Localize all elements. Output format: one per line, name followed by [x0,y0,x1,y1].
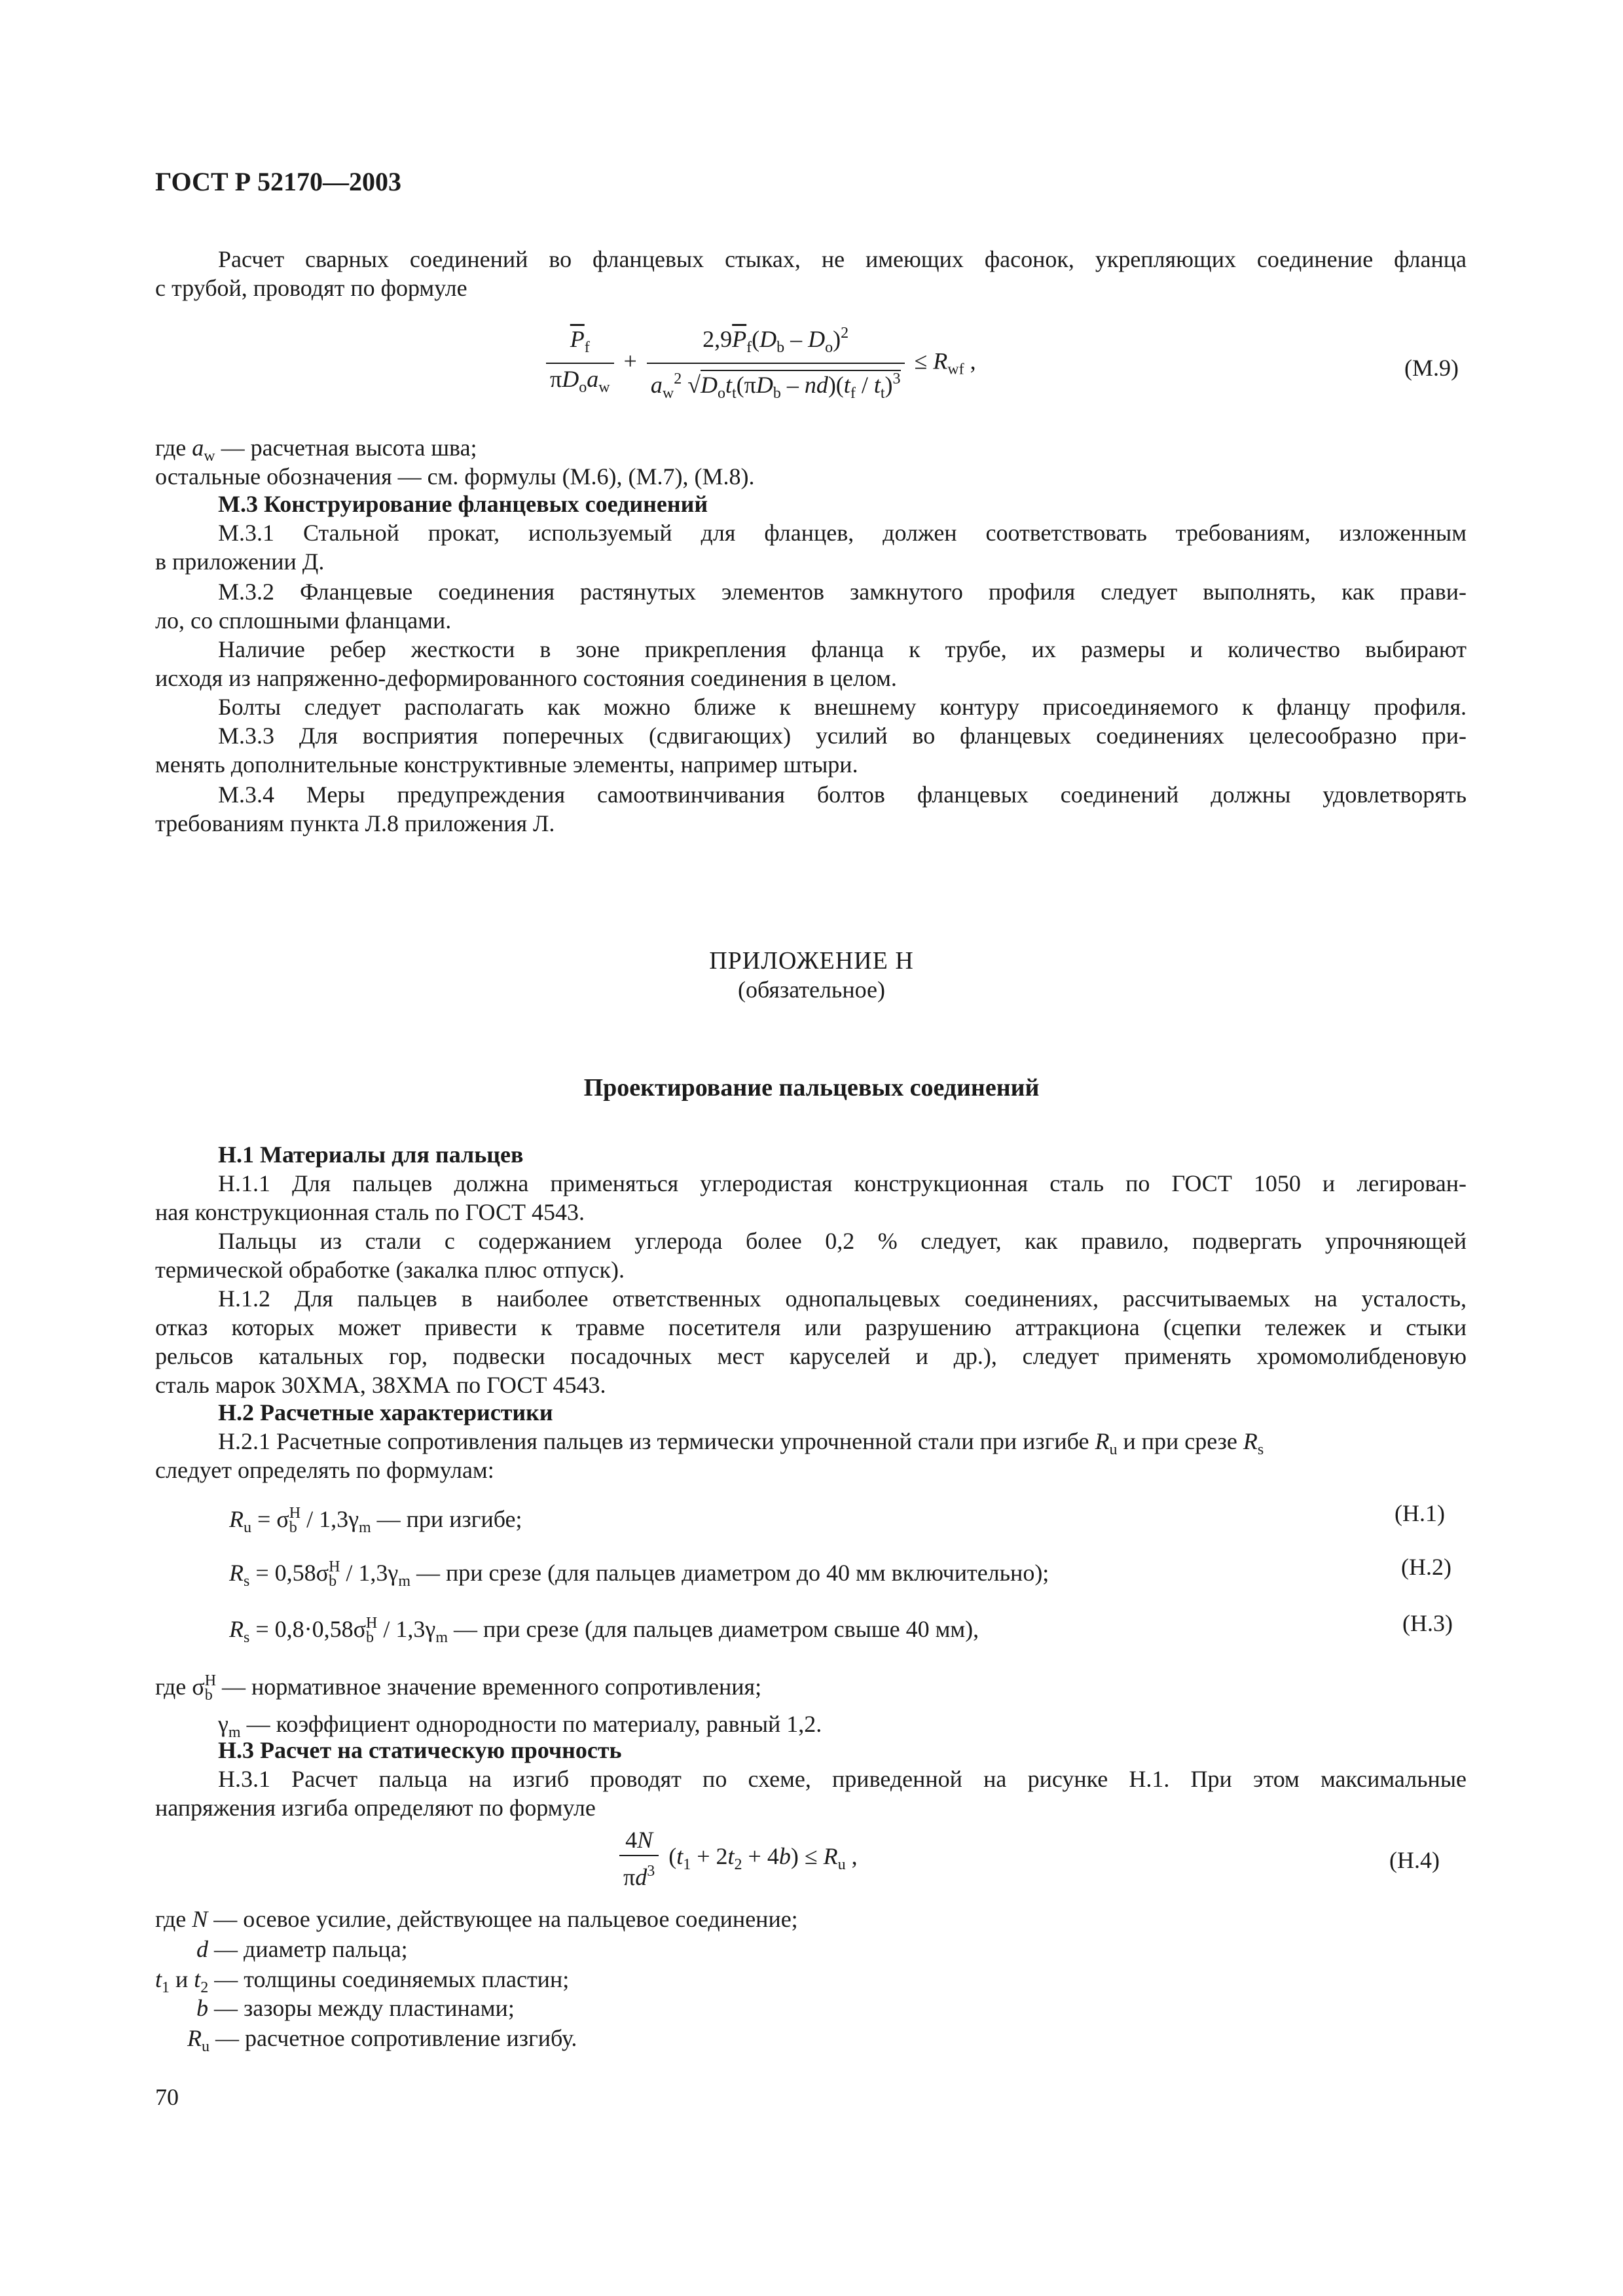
formula-h2: $R_s = 0,58\sigma_b^H / 1,3\gamma_m$ — при срезе (для пальцев диаметром до 40 мм включительно); [229,1558,1049,1590]
paragraph-line: напряжения изгиба определяют по формуле [155,1795,596,1821]
definition-t: $t_1$ и $t_2$ — толщины соединяемых пластин; [155,1966,570,1996]
paragraph-line: сталь марок 30ХМА, 38ХМА по ГОСТ 4543. [155,1372,606,1398]
intro-line-1: Расчет сварных соединений во фланцевых стыках, не имеющих фасонок, укрепляющих соединение фланца [218,246,1467,272]
formula-h3-label: (Н.3) [1402,1610,1453,1636]
definition-d: d — диаметр пальца; [196,1936,408,1962]
paragraph-line: М.3.4 Меры предупреждения самоотвинчивания болтов фланцевых соединений должны удовлетворять [218,781,1467,808]
appendix-status: (обязательное) [738,977,885,1003]
section-heading-m3: М.3 Конструирование фланцевых соединений [218,491,708,517]
formula-m9: $\frac{\overline{P}_f}{\pi D_oa_w}$ + $\frac{2,9\overline{P}_f(D_b - D_o)^2}{a_w^2 √D_ot_t(\pi D_b - nd)(t_f / t_t)^3}$ ≤ $R_{wf}$ , [542,319,976,407]
section-heading-h3: Н.3 Расчет на статическую прочность [218,1737,622,1763]
paragraph-line: Наличие ребер жесткости в зоне прикрепления фланца к трубе, их размеры и количество выбирают [218,636,1467,662]
intro-line-2: с трубой, проводят по формуле [155,275,467,301]
section-heading-h2: Н.2 Расчетные характеристики [218,1399,553,1426]
paragraph-line: отказ которых может привести к травме посетителя или разрушению аттракциона (сцепки тележек и стыки [155,1314,1467,1340]
paragraph-line: Н.1.1 Для пальцев должна применяться углеродистая конструкционная сталь по ГОСТ 1050 и легирован- [218,1170,1467,1196]
formula-m9-label: (М.9) [1404,355,1459,381]
definition-rest: остальные обозначения — см. формулы (М.6), (М.7), (М.8). [155,463,755,490]
paragraph-line: менять дополнительные конструктивные элементы, например штыри. [155,751,858,778]
paragraph-line: следует определять по формулам: [155,1457,494,1483]
paragraph-line: рельсов катальных гор, подвески посадочных мест каруселей и др.), следует применять хромомолибденовую [155,1343,1467,1369]
paragraph-line: М.3.2 Фланцевые соединения растянутых элементов замкнутого профиля следует выполнять, как прави- [218,579,1467,605]
paragraph-line: Пальцы из стали с содержанием углерода более 0,2 % следует, как правило, подвергать упрочняющей [218,1228,1467,1254]
paragraph-line: исходя из напряженно-деформированного состояния соединения в целом. [155,665,897,691]
paragraph-line: М.3.3 Для восприятия поперечных (сдвигающих) усилий во фланцевых соединениях целесообразно при- [218,723,1467,749]
paragraph-line: Н.2.1 Расчетные сопротивления пальцев из термически упрочненной стали при изгибе $R_u$ и при срезе $R_s$ [218,1428,1264,1458]
formula-h4-label: (Н.4) [1389,1847,1440,1873]
definition-Ru: $R_u$ — расчетное сопротивление изгибу. [187,2025,577,2055]
paragraph-line: ло, со сплошными фланцами. [155,607,452,634]
definition-gamma: $\gamma_m$ — коэффициент однородности по материалу, равный 1,2. [218,1711,822,1741]
paragraph-line: ная конструкционная сталь по ГОСТ 4543. [155,1199,585,1225]
appendix-title: ПРИЛОЖЕНИЕ Н [709,947,914,975]
formula-h1-label: (Н.1) [1395,1500,1445,1526]
paragraph-line: в приложении Д. [155,548,325,575]
formula-h4: $\frac{4N}{\pi d^3}$ $(t_1 + 2t_2 + 4b) \le R_u$ , [615,1826,858,1891]
definition-sigma: где $\sigma_b^H$ — нормативное значение временного сопротивления; [155,1672,762,1704]
definition-b: b — зазоры между пластинами; [196,1995,515,2021]
page-number: 70 [155,2084,179,2110]
appendix-heading: Проектирование пальцевых соединений [583,1074,1040,1102]
formula-h2-label: (Н.2) [1401,1554,1451,1580]
paragraph-line: Н.1.2 Для пальцев в наиболее ответственных однопальцевых соединениях, рассчитываемых на усталость, [218,1285,1467,1312]
section-heading-h1: Н.1 Материалы для пальцев [218,1141,524,1168]
formula-h3: $R_s = 0,8\cdot 0,58\sigma_b^H / 1,3\gamma_m$ — при срезе (для пальцев диаметром свыше 40 мм), [229,1615,979,1646]
document-id: ГОСТ Р 52170—2003 [155,167,402,196]
paragraph-line: термической обработке (закалка плюс отпуск). [155,1257,625,1283]
definition-aw: где $a_w$ — расчетная высота шва; [155,435,477,465]
paragraph-line: М.3.1 Стальной прокат, используемый для фланцев, должен соответствовать требованиям, изложенным [218,520,1467,546]
formula-h1: $R_u = \sigma_b^H / 1,3\gamma_m$ — при изгибе; [229,1505,522,1536]
paragraph-line: Болты следует располагать как можно ближе к внешнему контуру присоединяемого к фланцу профиля. [218,694,1467,720]
paragraph-line: требованиям пункта Л.8 приложения Л. [155,810,555,836]
paragraph-line: Н.3.1 Расчет пальца на изгиб проводят по схеме, приведенной на рисунке Н.1. При этом максимальные [218,1766,1467,1792]
definition-N: где N — осевое усилие, действующее на пальцевое соединение; [155,1906,798,1932]
